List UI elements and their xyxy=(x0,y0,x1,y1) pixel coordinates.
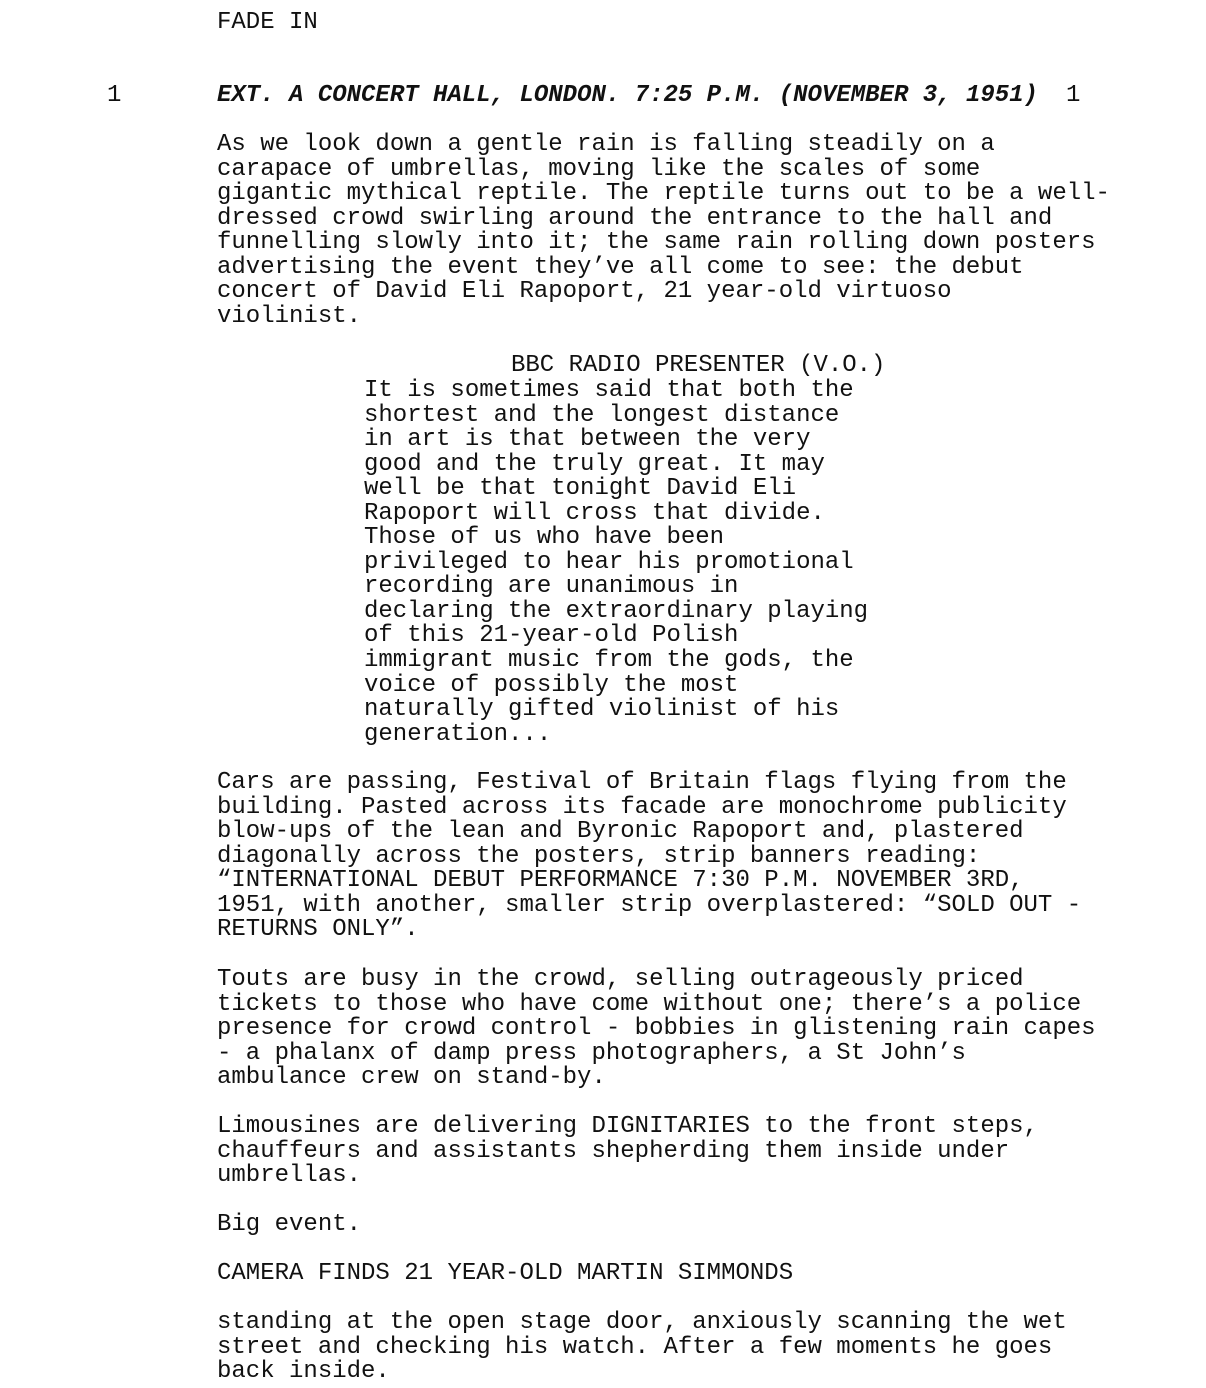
scene-number-right: 1 xyxy=(1066,82,1081,109)
transition: FADE IN xyxy=(217,9,318,36)
action-paragraph-6: CAMERA FINDS 21 YEAR-OLD MARTIN SIMMONDS xyxy=(217,1260,794,1287)
action-paragraph-1: As we look down a gentle rain is falling steadily on a carapace of umbrellas, moving like the scales of some gigantic mythical reptile. The reptile turns out to be a well- dressed crowd swirling around the entrance to the hall and funnelling slowly into it; the same rain rolling down posters advertising the event they’ve all come to see: the debut concert of David Eli Rapoport, 21 year-old virtuoso violinist. xyxy=(217,131,1110,330)
action-paragraph-3: Touts are busy in the crowd, selling outrageously priced tickets to those who have come without one; there’s a police presence for crowd control - bobbies in glistening rain capes - a phalanx of damp press photographers, a St John’s ambulance crew on stand-by. xyxy=(217,966,1096,1092)
action-paragraph-7: standing at the open stage door, anxiously scanning the wet street and checking his watch. After a few moments he goes back inside. xyxy=(217,1309,1067,1386)
action-paragraph-5: Big event. xyxy=(217,1211,362,1238)
action-paragraph-4: Limousines are delivering DIGNITARIES to the front steps, chauffeurs and assistants shepherding them inside under umbrellas. xyxy=(217,1113,1038,1190)
dialogue-block: It is sometimes said that both the shortest and the longest distance in art is that between the very good and the truly great. It may well be that tonight David Eli Rapoport will cross that divide. Those of us who have been privileged to hear his promotional recording are unanimous in declaring the extraordinary playing of this 21-year-old Polish immigrant music from the gods, the voice of possibly the most naturally gifted violinist of his generation... xyxy=(364,377,869,748)
character-name: BBC RADIO PRESENTER (V.O.) xyxy=(511,352,886,379)
scene-number-left: 1 xyxy=(107,82,122,109)
action-paragraph-2: Cars are passing, Festival of Britain flags flying from the building. Pasted across its facade are monochrome publicity blow-ups of the lean and Byronic Rapoport and, plastered diagonally across the posters, strip banners reading: “INTERNATIONAL DEBUT PERFORMANCE 7:30 P.M. NOVEMBER 3RD, 1951, with another, smaller strip overplastered: “SOLD OUT - RETURNS ONLY”. xyxy=(217,769,1082,944)
scene-heading: EXT. A CONCERT HALL, LONDON. 7:25 P.M. (NOVEMBER 3, 1951) xyxy=(217,82,1038,109)
